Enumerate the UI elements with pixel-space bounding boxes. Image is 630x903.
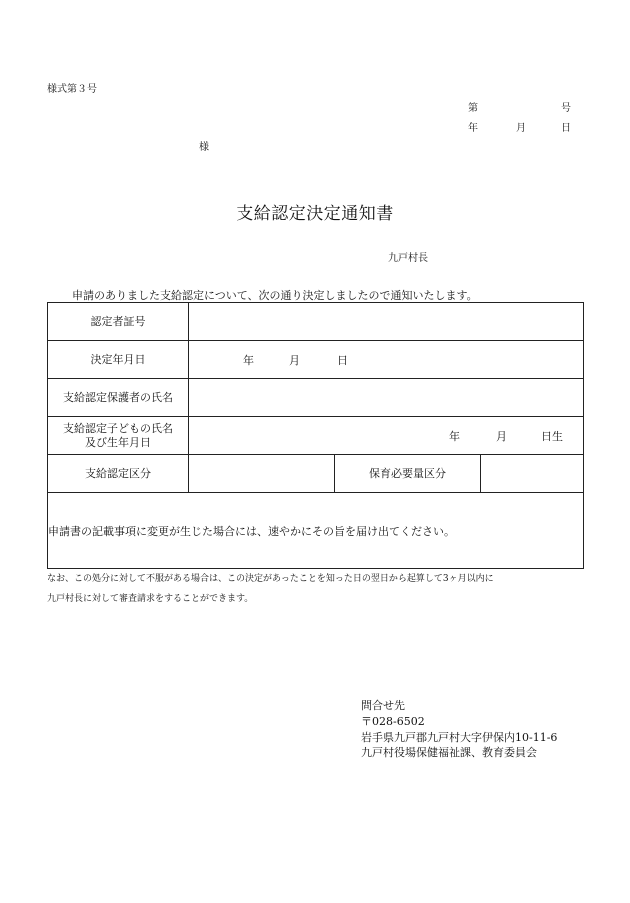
issue-date-month: 月 bbox=[516, 123, 526, 134]
row-notice bbox=[48, 493, 584, 569]
row-category bbox=[48, 455, 584, 493]
change-notice-text: 申請書の記載事項に変更が生じた場合には、速やかにその旨を届け出てください。 bbox=[48, 493, 584, 569]
guardian-name-value bbox=[189, 379, 584, 417]
row-cert-number bbox=[48, 303, 584, 341]
row-guardian-name bbox=[48, 379, 584, 417]
birth-day-unit: 日生 bbox=[541, 429, 563, 443]
certification-form-table bbox=[47, 302, 584, 569]
document-title: 支給認定決定通知書 bbox=[236, 204, 394, 224]
document-number-suffix: 号 bbox=[561, 103, 571, 114]
contact-department: 九戸村役場保健福祉課、教育委員会 bbox=[361, 746, 537, 759]
cert-number-label: 認定者証号 bbox=[48, 303, 189, 341]
contact-label: 問合せ先 bbox=[361, 699, 405, 712]
issuer-name: 九戸村長 bbox=[388, 253, 428, 264]
intro-text: 申請のありました支給認定について、次の通り決定しましたので通知いたします。 bbox=[72, 289, 478, 302]
appeal-note-line1: なお、この処分に対して不服がある場合は、この決定があったことを知った日の翌日から起算して3ヶ月以内に bbox=[47, 574, 494, 584]
issue-date-year: 年 bbox=[468, 123, 478, 134]
child-name-birth-value bbox=[189, 417, 584, 455]
document-number-prefix: 第 bbox=[468, 103, 478, 114]
category-value bbox=[189, 455, 335, 493]
cert-number-value bbox=[189, 303, 584, 341]
child-name-birth-label bbox=[48, 417, 189, 455]
guardian-name-label: 支給認定保護者の氏名 bbox=[48, 379, 189, 417]
birth-month-unit: 月 bbox=[496, 429, 507, 443]
birth-year-unit: 年 bbox=[449, 429, 460, 443]
care-need-value bbox=[481, 455, 584, 493]
addressee-suffix: 様 bbox=[199, 142, 209, 153]
child-label-line2: 及び生年月日 bbox=[85, 435, 151, 449]
issue-date-day: 日 bbox=[561, 123, 571, 134]
decision-year-unit: 年 bbox=[243, 353, 254, 367]
row-child-name-birth bbox=[48, 417, 584, 455]
decision-date-label: 決定年月日 bbox=[48, 341, 189, 379]
category-label: 支給認定区分 bbox=[48, 455, 189, 493]
decision-date-value bbox=[189, 341, 584, 379]
row-decision-date bbox=[48, 341, 584, 379]
decision-day-unit: 日 bbox=[337, 353, 348, 367]
contact-zip: 〒028-6502 bbox=[361, 715, 425, 728]
form-number: 様式第３号 bbox=[47, 84, 97, 95]
contact-address: 岩手県九戸郡九戸村大字伊保内10-11-6 bbox=[361, 731, 558, 744]
appeal-note-line2: 九戸村長に対して審査請求をすることができます。 bbox=[47, 594, 254, 604]
child-label-line1: 支給認定子どもの氏名 bbox=[63, 421, 173, 435]
care-need-label: 保育必要量区分 bbox=[335, 455, 481, 493]
decision-month-unit: 月 bbox=[289, 353, 300, 367]
